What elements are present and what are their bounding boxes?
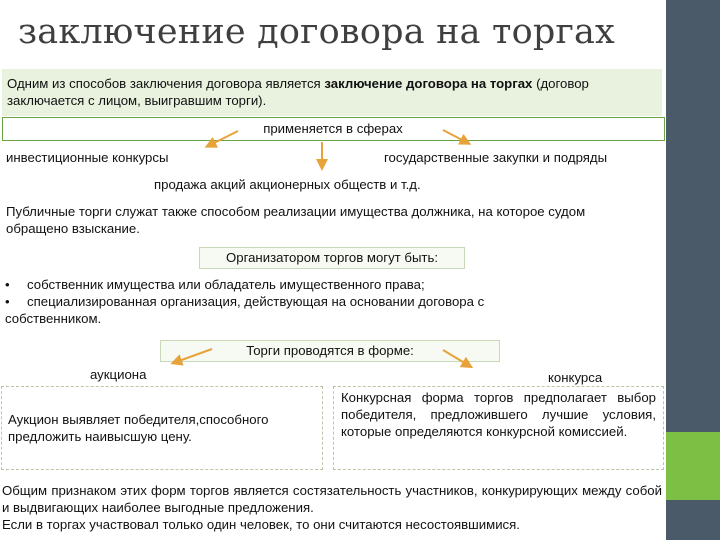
bullet-icon: •: [5, 277, 10, 292]
conclusion-single-bidder: Если в торгах участвовал только один человек, то они считаются несостоявшимися.: [2, 517, 520, 532]
forms-label: Торги проводятся в форме:: [246, 343, 414, 358]
sphere-investment-contests: инвестиционные конкурсы: [6, 150, 169, 165]
arrow-left-icon: [176, 349, 212, 362]
sphere-share-sales: продажа акций акционерных обществ и т.д.: [154, 177, 421, 192]
conclusion-common-trait: Общим признаком этих форм торгов является состязательность участников, конкурирующих между собой и выдвигающих наиболее выгодные предложения.: [2, 483, 662, 515]
public-auction-text: Публичные торги служат также способом реализации имущества должника, на которое судом обращено взыскание.: [6, 204, 586, 236]
arrow-right-icon: [443, 130, 466, 142]
sphere-public-procurement: государственные закупки и подряды: [384, 150, 608, 165]
contest-label: конкурса: [548, 370, 603, 385]
arrow-left-icon: [210, 131, 238, 145]
organizer-label: Организатором торгов могут быть:: [225, 250, 438, 265]
intro-text-start: Одним из способов заключения договора является: [7, 76, 325, 91]
contest-text: Конкурсная форма торгов предполагает выбор победителя, предложившего лучшие условия, которые определяются конкурсной комиссией.: [341, 390, 656, 439]
intro-text-bold: заключение договора на торгах: [324, 76, 533, 91]
organizer-item-text: специализированная организация, действующая на основании договора с собственником.: [5, 294, 485, 326]
bullet-icon: •: [5, 294, 10, 309]
intro-text-end: (договор заключается с лицом, выигравшим торги).: [7, 76, 589, 108]
arrow-right-icon: [443, 350, 468, 365]
organizer-item-text: собственник имущества или обладатель имущественного права;: [27, 277, 425, 292]
auction-text: Аукцион выявляет победителя,способного предложить наивысшую цену.: [8, 412, 269, 444]
spheres-label: применяется в сферах: [263, 121, 403, 136]
auction-label: аукциона: [90, 367, 147, 382]
slide-title: заключение договора на торгах: [18, 12, 615, 52]
